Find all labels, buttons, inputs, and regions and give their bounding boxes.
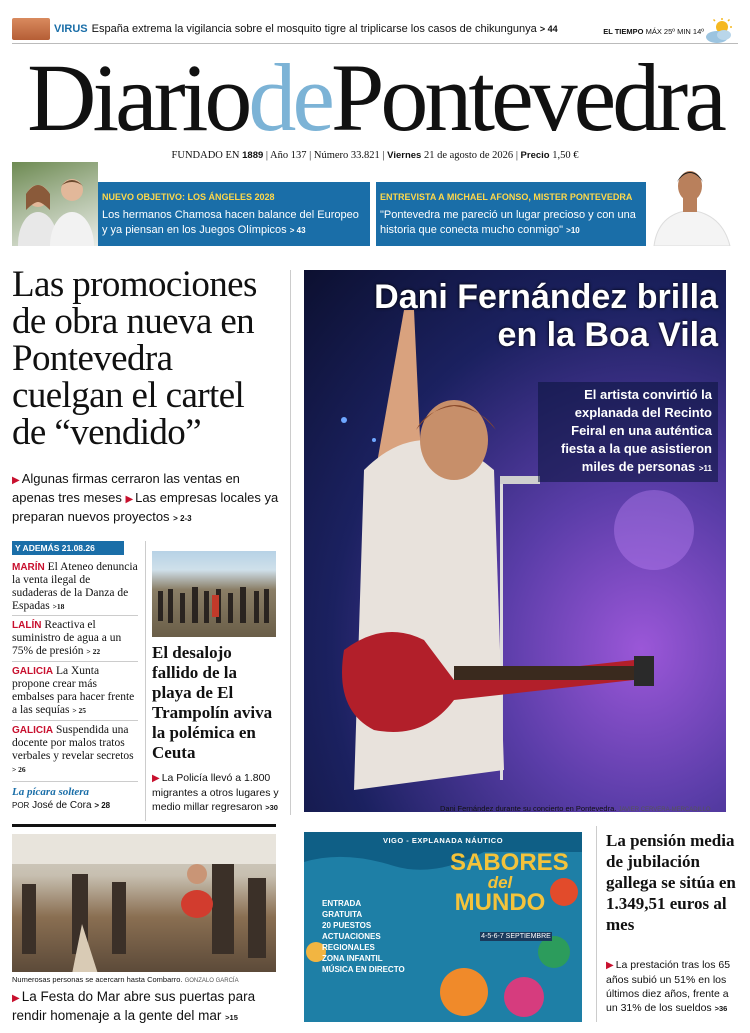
brief-page: > 22 xyxy=(86,647,101,656)
arrow-icon: ▶ xyxy=(12,993,20,1004)
festa-headline-text: La Festa do Mar abre sus puertas para rendir homenaje a la gente del mar xyxy=(12,989,256,1023)
masthead-part-pontevedra: Pontevedra xyxy=(331,44,723,151)
hero-headline-line-1: Dani Fernández brilla xyxy=(374,278,718,316)
brief-page: >18 xyxy=(52,602,65,611)
mosquito-thumbnail xyxy=(12,18,50,40)
festa-caption xyxy=(12,975,282,984)
picara-title: La pícara soltera xyxy=(12,786,89,798)
brief-galicia-embalses[interactable] xyxy=(12,665,138,717)
brief-marin[interactable] xyxy=(12,561,138,613)
hero-subhead xyxy=(538,382,718,482)
price-label: Precio xyxy=(520,150,550,161)
arrow-icon: ▶ xyxy=(152,773,160,784)
weather-brand: EL TIEMPO xyxy=(603,27,644,36)
brief-loc: GALICIA xyxy=(12,666,54,677)
issue-number: Número 33.821 xyxy=(313,150,380,161)
main-story-page: > 2-3 xyxy=(173,514,192,523)
hero-subhead-text: El artista convirtió la explanada del Recinto Feiral en una auténtica fiesta a la que asistieron miles de personas xyxy=(560,387,712,474)
picara-page: > 28 xyxy=(94,801,111,810)
ad-title-sabores: SABORES xyxy=(450,849,569,876)
promo-chamosa-kicker: NUEVO OBJETIVO: LOS ÁNGELES 2028 xyxy=(102,192,275,202)
hero-credit: JAVIER CERVERA-MERCADILLO xyxy=(618,807,711,813)
weather-box xyxy=(603,27,704,36)
brief-lalin[interactable] xyxy=(12,619,138,658)
pension-subhead xyxy=(606,958,738,1016)
ceuta-page: >30 xyxy=(265,803,278,812)
arrow-icon: ▶ xyxy=(12,475,20,486)
promo-afonso-text: "Pontevedra me pareció un lugar precioso y con una historia que conecta mucho conmigo" xyxy=(380,209,636,236)
top-news-page: > 44 xyxy=(539,24,558,34)
y-ademas-label: Y ADEMÁS 21.08.26 xyxy=(12,541,124,555)
top-news-kicker: VIRUS xyxy=(54,23,88,35)
promo-chamosa-text: Los hermanos Chamosa hacen balance del Europeo y ya piensan en los Juegos Olímpicos xyxy=(102,209,359,236)
ceuta-headline[interactable]: El desalojo fallido de la playa de El Trampolín aviva la polémica en Ceuta xyxy=(152,643,273,762)
festa-page: >15 xyxy=(225,1013,238,1022)
hero-caption-text: Dani Fernández durante su concierto en Pontevedra. xyxy=(440,804,617,813)
price-value: 1,50 € xyxy=(552,150,579,161)
column-divider xyxy=(145,541,146,821)
section-rule xyxy=(12,824,276,827)
ad-feature: MÚSICA EN DIRECTO xyxy=(322,965,405,974)
top-news-headline: España extrema la vigilancia sobre el mosquito tigre al triplicarse los casos de chikungunya xyxy=(91,23,537,35)
hero-photo[interactable] xyxy=(304,270,726,812)
picara-by: POR xyxy=(12,801,30,810)
ad-feature: ACTUACIONES xyxy=(322,932,381,941)
top-news-bar xyxy=(12,18,738,44)
brief-text: La Xunta propone crear más embalses para hacer frente a las sequías xyxy=(12,665,135,716)
brief-text: El Ateneo denuncia la venta ilegal de sudaderas de la Danza de Espadas xyxy=(12,561,138,612)
arrow-icon: ▶ xyxy=(606,960,614,971)
hero-page: >11 xyxy=(698,464,712,473)
ad-title-del: del xyxy=(487,873,513,892)
picara-author: José de Cora xyxy=(32,800,92,811)
festa-caption-text: Numerosas personas se acercarn hasta Combarro. xyxy=(12,975,183,984)
brief-loc: LALÍN xyxy=(12,620,42,631)
year-label: Año 137 xyxy=(270,150,307,161)
ad-title-mundo: MUNDO xyxy=(454,889,546,916)
ad-features xyxy=(322,898,422,975)
promo-afonso[interactable] xyxy=(376,182,646,246)
festa-do-mar-photo xyxy=(12,834,276,972)
ad-feature: GRATUITA xyxy=(322,910,363,919)
ad-feature: ENTRADA xyxy=(322,899,362,908)
hero-headline-line-2: en la Boa Vila xyxy=(497,316,718,354)
brief-text: Reactiva el suministro de agua a un 75% de presión xyxy=(12,619,122,657)
picara-column[interactable] xyxy=(12,786,138,812)
promo-afonso-kicker: ENTREVISTA A MICHAEL AFONSO, MISTER PONTEVEDRA xyxy=(380,192,633,202)
pension-page: >36 xyxy=(714,1004,728,1013)
ad-title xyxy=(450,849,569,916)
dateline: FUNDADO EN 1889 | Año 137 | Número 33.821 | Viernes 21 de agosto de 2026 | Precio 1,50 € xyxy=(171,150,579,161)
hero-headline xyxy=(312,278,718,354)
main-sub-2: Las empresas locales ya preparan nuevos proyectos xyxy=(12,490,279,524)
founded-label: FUNDADO EN xyxy=(171,150,240,161)
main-subheads xyxy=(12,470,284,527)
ad-dates: 4-5-6-7 SEPTIEMBRE xyxy=(481,933,551,940)
brief-page: > 25 xyxy=(72,706,87,715)
brief-loc: GALICIA xyxy=(12,725,54,736)
brief-galicia-docente[interactable] xyxy=(12,724,138,776)
pension-sub-text: La prestación tras los 65 años subió un 51% en los últimos diez años, frente a un 31% de los sueldos xyxy=(606,959,731,1014)
masthead-logo[interactable] xyxy=(12,44,738,151)
ceuta-subhead xyxy=(152,771,282,815)
brief-divider xyxy=(12,615,138,616)
promo-chamosa-page: > 43 xyxy=(289,226,306,235)
brief-loc: MARÍN xyxy=(12,562,45,573)
main-headline[interactable]: Las promociones de obra nueva en Pontevedra cuelgan el cartel de “vendido” xyxy=(12,264,257,453)
weather-temps: MÁX 25º MIN 14º xyxy=(645,27,704,36)
chamosa-twins-photo xyxy=(12,162,98,246)
ceuta-sub-text: La Policía llevó a 1.800 migrantes a otros lugares y medio millar regresaron xyxy=(152,772,279,813)
hero-caption xyxy=(440,804,726,813)
brief-text: Suspendida una docente por malos tratos verbales y revelar secretos xyxy=(12,724,134,762)
michael-afonso-photo xyxy=(646,162,738,246)
ad-feature: REGIONALES xyxy=(322,943,375,952)
date-rest: 21 de agosto de 2026 xyxy=(423,150,514,161)
founded-year: 1889 xyxy=(242,150,264,161)
brief-divider xyxy=(12,661,138,662)
brief-page: > 26 xyxy=(12,765,26,774)
arrow-icon: ▶ xyxy=(125,494,134,505)
column-divider xyxy=(290,270,291,815)
masthead-part-de: de xyxy=(248,44,331,151)
brief-divider xyxy=(12,720,138,721)
ad-feature: 20 PUESTOS xyxy=(322,921,372,930)
ad-feature: ZONA INFANTIL xyxy=(322,954,383,963)
top-news-teaser[interactable] xyxy=(54,23,558,35)
main-sub-1: Algunas firmas cerraron las ventas en apenas tres meses xyxy=(12,471,240,505)
festa-credit: GONZALO GARCÍA xyxy=(184,978,239,984)
date-day: Viernes xyxy=(387,150,422,161)
ad-location: VIGO - EXPLANADA NÁUTICO xyxy=(382,836,504,845)
sabores-del-mundo-ad[interactable] xyxy=(304,832,582,1022)
column-divider xyxy=(596,826,597,1022)
promo-chamosa[interactable] xyxy=(98,182,370,246)
festa-headline[interactable] xyxy=(12,988,292,1026)
sun-behind-cloud-icon xyxy=(704,18,734,44)
brief-divider xyxy=(12,781,138,782)
masthead-part-diario: Diario xyxy=(27,44,249,151)
ceuta-migrants-photo xyxy=(152,551,276,637)
promo-afonso-page: >10 xyxy=(566,226,580,235)
pension-headline[interactable]: La pensión media de jubilación gallega se sitúa en 1.349,51 euros al mes xyxy=(606,831,736,934)
